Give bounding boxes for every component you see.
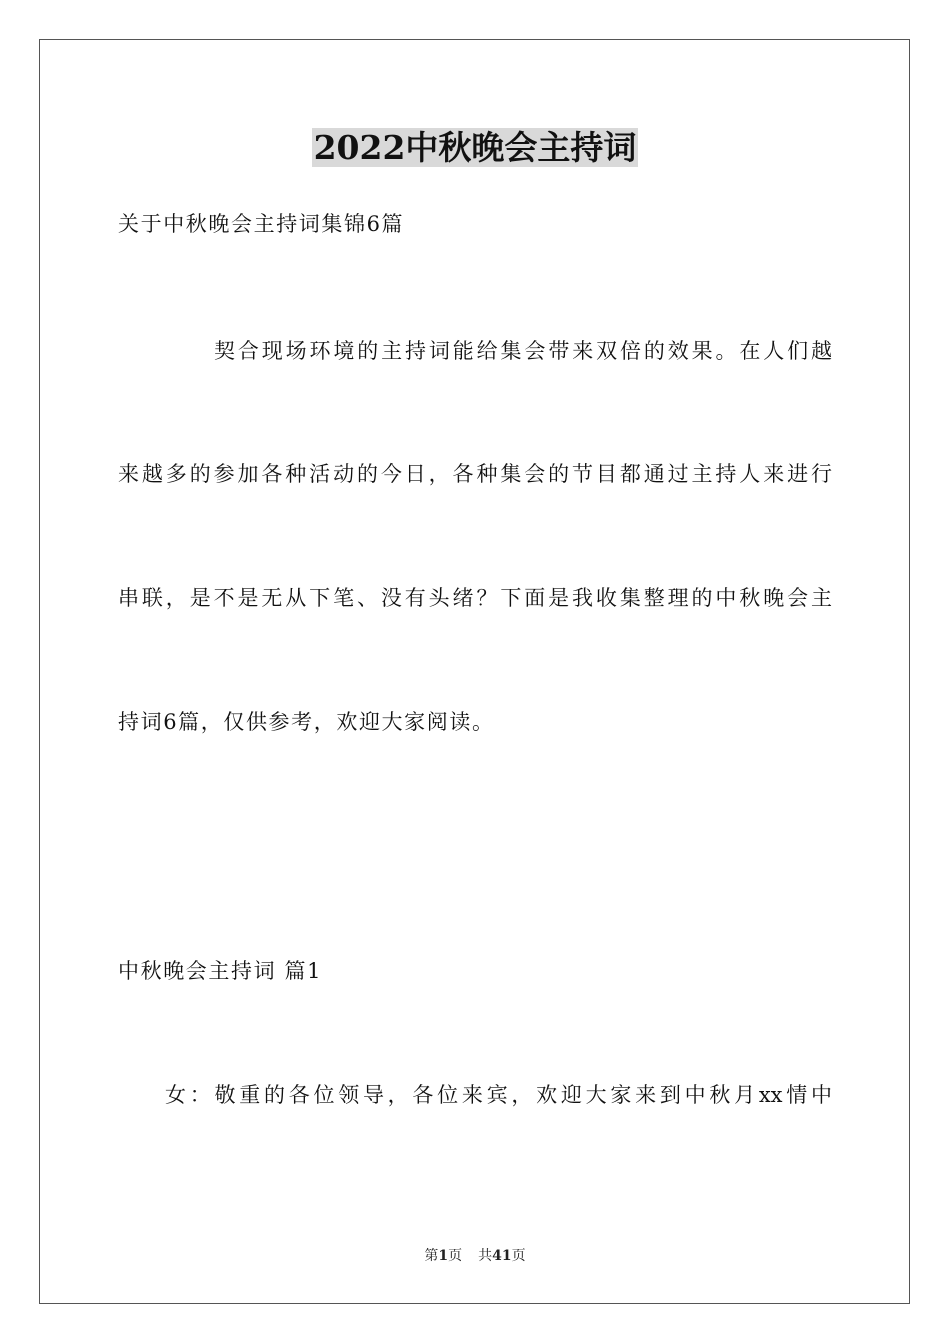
section-heading: 中秋晚会主持词 篇1	[118, 959, 323, 983]
intro-paragraph-line-4: 持词6篇，仅供参考，欢迎大家阅读。	[118, 710, 495, 734]
page-footer	[0, 1246, 950, 1266]
intro-paragraph-line-1: 契合现场环境的主持词能给集会带来双倍的效果。在人们越	[214, 339, 832, 363]
section-paragraph-line-1: 女：敬重的各位领导，各位来宾，欢迎大家来到中秋月xx情中	[165, 1083, 832, 1107]
document-title-text: 2022中秋晚会主持词	[313, 128, 637, 167]
footer-total-suffix: 页	[511, 1248, 526, 1264]
footer-total-prefix: 共	[478, 1248, 493, 1264]
document-title	[0, 126, 950, 170]
footer-page-suffix: 页	[448, 1248, 463, 1264]
intro-paragraph-line-3: 串联，是不是无从下笔、没有头绪？下面是我收集整理的中秋晚会主	[118, 586, 832, 610]
footer-page-prefix: 第	[424, 1248, 439, 1264]
footer-total-pages: 41	[492, 1248, 512, 1264]
document-subtitle: 关于中秋晚会主持词集锦6篇	[118, 212, 405, 236]
intro-paragraph-line-2: 来越多的参加各种活动的今日，各种集会的节目都通过主持人来进行	[118, 462, 832, 486]
footer-page-number: 1	[438, 1248, 449, 1264]
